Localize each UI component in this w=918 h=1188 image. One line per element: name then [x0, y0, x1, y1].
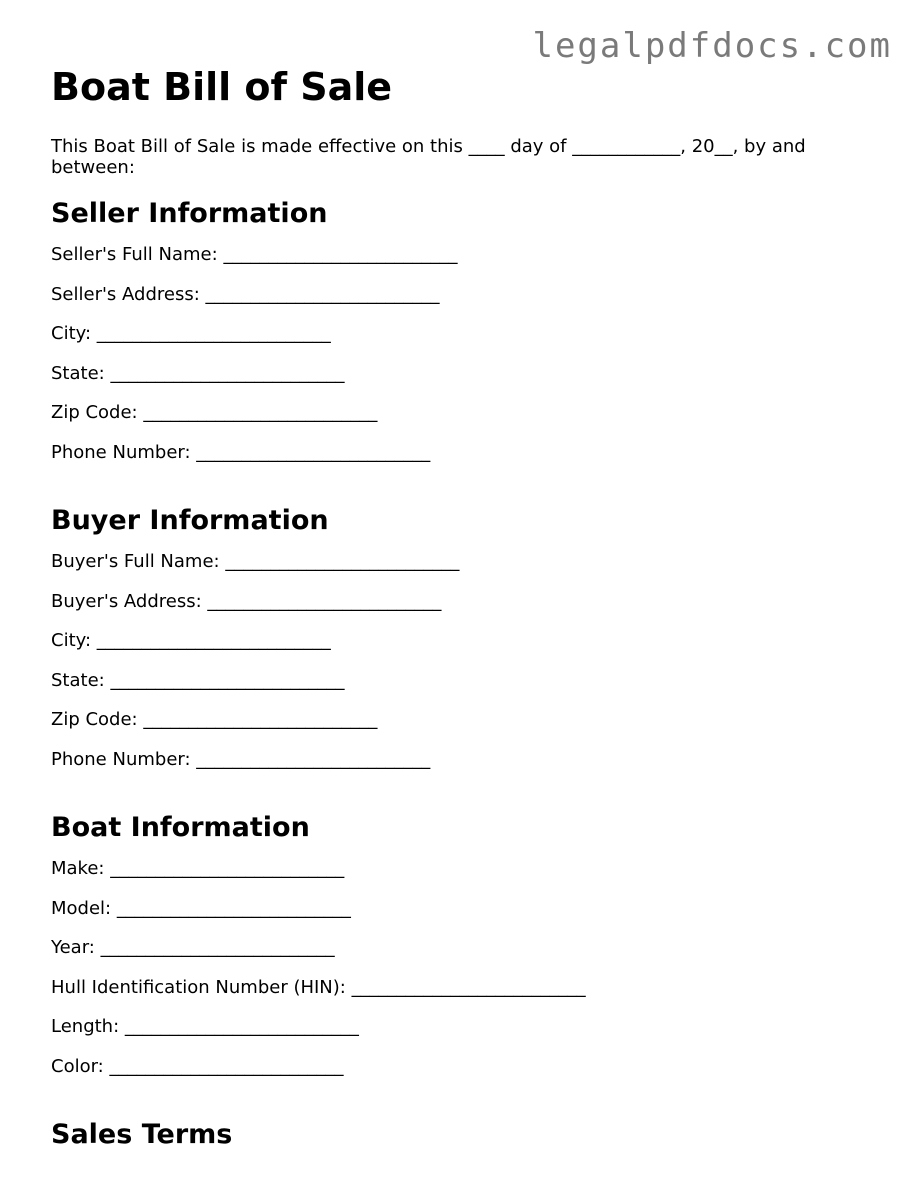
- buyer-zip-field: Zip Code: __________________________: [51, 709, 378, 730]
- section-heading: Buyer Information: [51, 505, 329, 536]
- blank-line: __________________________: [100, 937, 335, 958]
- blank-line: __________________________: [205, 283, 440, 305]
- blank-line: __________________________: [124, 1016, 359, 1037]
- boat-make-field: Make: __________________________: [51, 858, 345, 879]
- blank-line: __________________________: [223, 244, 458, 265]
- blank-line: __________________________: [110, 858, 345, 879]
- buyer-phone-field: Phone Number: __________________________: [51, 748, 431, 770]
- section-heading: Sales Terms: [51, 1119, 233, 1150]
- blank-line: __________________________: [109, 1055, 344, 1077]
- document-title: Boat Bill of Sale: [51, 65, 393, 109]
- blank-line: __________________________: [96, 323, 331, 344]
- boat-hin-field: Hull Identification Number (HIN): __________________________: [51, 976, 586, 998]
- blank-line: __________________________: [207, 590, 442, 612]
- intro-paragraph: This Boat Bill of Sale is made effective on this ____ day of ____________, 20__, by and between:: [51, 136, 806, 178]
- buyer-state-field: State: __________________________: [51, 669, 345, 691]
- section-heading: Seller Information: [51, 198, 328, 229]
- section-heading: Boat Information: [51, 812, 310, 843]
- buyer-full-name-field: Buyer's Full Name: __________________________: [51, 551, 460, 572]
- document-page: [51, 64, 871, 1151]
- seller-zip-field: Zip Code: __________________________: [51, 402, 378, 423]
- blank-line: __________________________: [143, 402, 378, 423]
- seller-address-field: Seller's Address: __________________________: [51, 283, 440, 305]
- seller-section: [51, 198, 871, 481]
- watermark: legalpdfdocs.com: [532, 26, 892, 66]
- sales-terms-section: [51, 1119, 871, 1151]
- blank-line: __________________________: [110, 362, 345, 384]
- buyer-section: [51, 505, 871, 788]
- blank-line: __________________________: [96, 630, 331, 651]
- seller-city-field: City: __________________________: [51, 323, 331, 344]
- blank-line: __________________________: [351, 976, 586, 998]
- boat-year-field: Year: __________________________: [51, 937, 335, 958]
- boat-section: [51, 812, 871, 1095]
- blank-line: __________________________: [225, 551, 460, 572]
- blank-line: __________________________: [116, 897, 351, 919]
- boat-model-field: Model: __________________________: [51, 897, 351, 919]
- blank-line: __________________________: [196, 441, 431, 463]
- seller-phone-field: Phone Number: __________________________: [51, 441, 431, 463]
- buyer-address-field: Buyer's Address: __________________________: [51, 590, 442, 612]
- blank-line: __________________________: [143, 709, 378, 730]
- blank-line: __________________________: [196, 748, 431, 770]
- boat-length-field: Length: __________________________: [51, 1016, 359, 1037]
- seller-state-field: State: __________________________: [51, 362, 345, 384]
- blank-line: __________________________: [110, 669, 345, 691]
- buyer-city-field: City: __________________________: [51, 630, 331, 651]
- boat-color-field: Color: __________________________: [51, 1055, 344, 1077]
- seller-full-name-field: Seller's Full Name: __________________________: [51, 244, 458, 265]
